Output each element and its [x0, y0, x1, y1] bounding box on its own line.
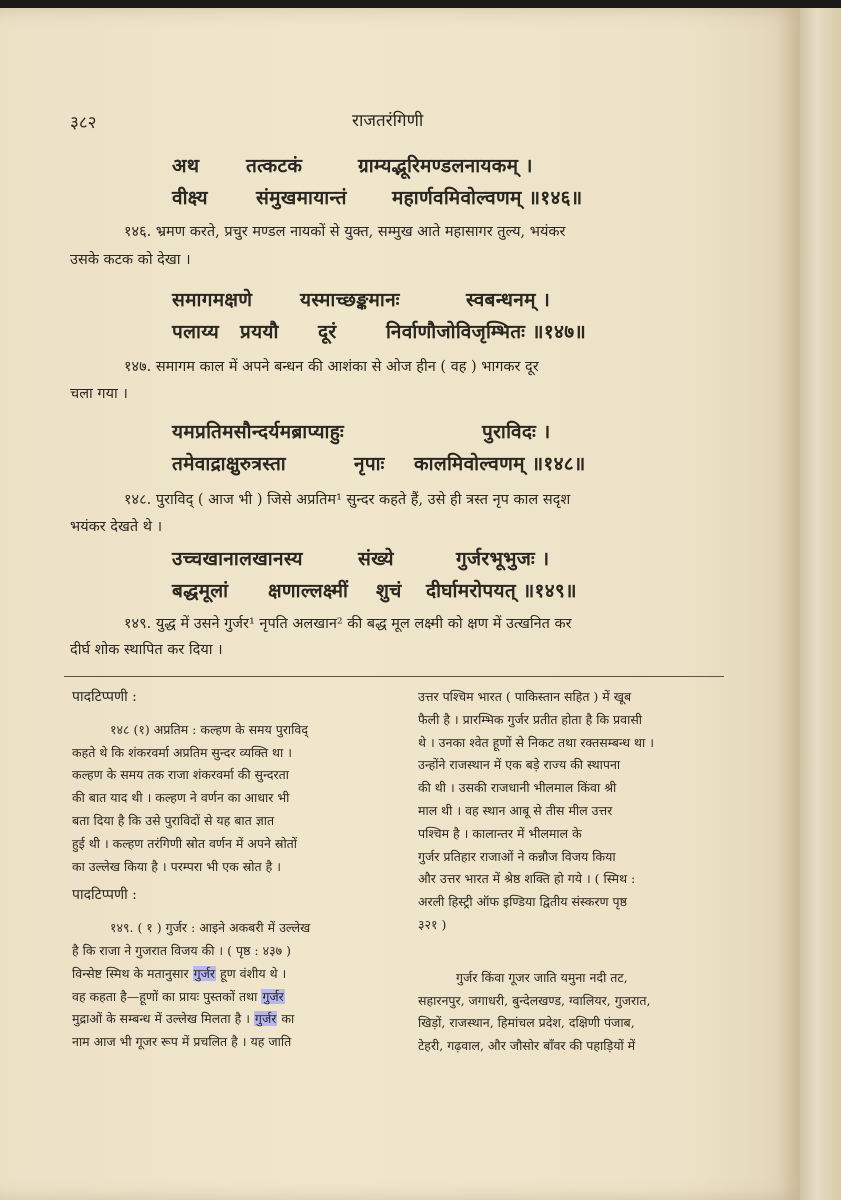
right-para2-line4: टेहरी, गढ़वाल, और जौसोर बाँवर की पहाड़ियों में — [418, 1038, 636, 1054]
footnote-148-line6: हुई थी । कल्हण तरंगिणी स्रोत वर्णन में अपने स्रोतों — [72, 835, 298, 851]
right-para2-line1: गुर्जर किंवा गूजर जाति यमुना नदी तट, — [456, 969, 628, 985]
verse-148-line2-w3: कालमिवोल्वणम् ॥१४८॥ — [414, 453, 586, 475]
right-para2-line3: खिड़ों, राजस्थान, हिमांचल प्रदेश, दक्षिणी पंजाब, — [418, 1015, 635, 1031]
right-para1-line1: उत्तर पश्चिम भारत ( पाकिस्तान सहित ) में खूब — [418, 689, 632, 704]
right-para1-line6: माल थी । वह स्थान आबू से तीस मील उत्तर — [418, 802, 613, 818]
footnote-148-line5: बता दिया है कि उसे पुराविदों से यह बात ज्ञात — [72, 812, 275, 828]
footnote-149-line5 — [72, 1008, 398, 1031]
highlight-gurjar-2: गुर्जर — [262, 988, 284, 1004]
highlight-gurjar-1: गुर्जर — [193, 965, 216, 981]
verse-146-line1-w1: अथ — [172, 155, 200, 177]
right-para1-line10: अरली हिस्ट्री ऑफ इण्डिया द्वितीय संस्करण पृष्ठ — [418, 894, 627, 910]
page-edge — [800, 8, 841, 1200]
verse-149-line2-w1: बद्धमूलां — [172, 580, 229, 602]
footnote-149-line3-b: हूण वंशीय थे । — [220, 965, 287, 981]
verse-146-line1-w2: तत्कटकं — [246, 155, 303, 177]
footnote-149-line6: नाम आज भी गूजर रूप में प्रचलित है । यह जाति — [72, 1034, 292, 1050]
verse-149-line1-w1: उच्चखानालखानस्य — [172, 548, 303, 570]
verse-147-line1-w2: यस्माच्छङ्कमानः — [300, 289, 400, 311]
verse-147-line1-w3: स्वबन्धनम् । — [466, 289, 551, 311]
translation-146-line1: १४६. भ्रमण करते, प्रचुर मण्डल नायकों से युक्त, सम्मुख आते महासागर तुल्य, भयंकर — [124, 224, 566, 240]
verse-147-line2-w2: प्रययौ — [240, 321, 279, 343]
footnote-149-line5-a: मुद्राओं के सम्बन्ध में उल्लेख मिलता है । — [72, 1011, 250, 1027]
right-para1-line7: पश्चिम है । कालान्तर में भीलमाल के — [418, 825, 582, 841]
right-para1-line3: थे । उनका श्वेत हूणों से निकट तथा रक्तसम्बन्ध था । — [418, 734, 654, 750]
footnotes-left-column — [72, 686, 398, 1054]
footnotes-right-column — [418, 686, 748, 1058]
verse-146-line2-w2: संमुखमायान्तं — [256, 187, 347, 209]
right-para2-line2: सहारनपुर, जगाधरी, बुन्देलखण्ड, ग्वालियर, गुजरात, — [418, 992, 651, 1008]
footnote-149-line2: है कि राजा ने गुजरात विजय की । ( पृष्ठ : ४३७ ) — [72, 942, 291, 958]
translation-149-line1: १४९. युद्ध में उसने गुर्जर¹ नृपति अलखान² की बद्ध मूल लक्ष्मी को क्षण में उत्खनित कर — [124, 616, 572, 632]
verse-146-line2-w3: महार्णवमिवोल्वणम् ॥१४६॥ — [392, 187, 583, 209]
translation-146-line2: उसके कटक को देखा । — [70, 252, 191, 268]
verse-149-line2-w2: क्षणाल्लक्ष्मीं — [268, 580, 349, 602]
footnote-149-line4-a: वह कहता है—हूणों का प्रायः पुस्तकों तथा — [72, 988, 258, 1004]
right-para1-line4: उन्होंने राजस्थान में एक बड़े राज्य की स्थापना — [418, 757, 621, 773]
footnote-heading-149: पादटिप्पणी : — [72, 887, 137, 904]
translation-147-line2: चला गया । — [70, 386, 128, 402]
footnote-149-line5-b: का — [281, 1011, 295, 1027]
footnote-149-line3-a: विन्सेष्ट स्मिथ के मतानुसार — [72, 965, 189, 981]
verse-148-line2-w1: तमेवाद्राक्षुरुत्रस्ता — [172, 453, 287, 475]
highlight-gurjar-3: गुर्जर — [254, 1011, 277, 1027]
footnote-divider — [64, 676, 724, 677]
verse-149-line1-w2: संख्ये — [358, 548, 394, 570]
footnote-149-line1: १४९. ( १ ) गुर्जर : आइने अकबरी में उल्लेख — [110, 920, 311, 936]
verse-149-line1-w3: गुर्जरभूभुजः । — [456, 548, 550, 570]
verse-147-line1-w1: समागमक्षणे — [172, 289, 253, 311]
verse-149-line2-w3: शुचं — [376, 580, 402, 602]
page-number: ३८२ — [70, 113, 97, 133]
verse-148-line1-w1: यमप्रतिमसौन्दर्यमब्राप्याहुः — [172, 421, 344, 443]
verse-147-line2-w3: दूरं — [318, 321, 337, 343]
verse-148-line2-w2: नृपाः — [354, 453, 385, 475]
right-para1-line5: की थी । उसकी राजधानी भीलमाल किंवा श्री — [418, 780, 617, 796]
translation-147-line1: १४७. समागम काल में अपने बन्धन की आशंका से ओज हीन ( वह ) भागकर दूर — [124, 359, 539, 375]
verse-147-line2-w1: पलाय्य — [172, 321, 220, 343]
right-para1-line11: ३२१ ) — [418, 916, 447, 932]
footnote-148-line2: कहते थे कि शंकरवर्मा अप्रतिम सुन्दर व्यक्ति था । — [72, 744, 292, 760]
footnote-heading-148: पादटिप्पणी : — [72, 689, 137, 705]
footnote-148-line3: कल्हण के समय तक राजा शंकरवर्मा की सुन्दरता — [72, 767, 289, 783]
verse-147-line2-w4: निर्वाणौजोविजृम्भितः ॥१४७॥ — [386, 321, 587, 343]
translation-149-line2: दीर्घ शोक स्थापित कर दिया । — [70, 642, 223, 658]
footnote-148-line7: का उल्लेख किया है । परम्परा भी एक स्रोत है । — [72, 858, 281, 874]
translation-148-line2: भयंकर देखते थे । — [70, 519, 163, 535]
verse-148-line1-w2: पुराविदः । — [482, 421, 551, 443]
running-title: राजतरंगिणी — [352, 111, 424, 131]
right-para1-line9: और उत्तर भारत में श्रेष्ठ शक्ति हो गये । ( स्मिथ : — [418, 871, 636, 887]
footnote-148-line1: १४८ (१) अप्रतिम : कल्हण के समय पुराविद् — [110, 721, 308, 737]
right-para1-line8: गुर्जर प्रतिहार राजाओं ने कन्नौज विजय किया — [418, 848, 616, 864]
footnote-149-line3 — [72, 963, 398, 986]
right-para1-line2: फैली है । प्रारम्भिक गुर्जर प्रतीत होता है कि प्रवासी — [418, 711, 643, 727]
footnote-149-line4 — [72, 986, 398, 1009]
translation-148-line1: १४८. पुराविद् ( आज भी ) जिसे अप्रतिम¹ सुन्दर कहते हैं, उसे ही त्रस्त नृप काल सदृश — [124, 492, 571, 508]
verse-146-line1-w3: ग्राम्यद्भूरिमण्डलनायकम् । — [358, 155, 533, 177]
verse-149-line2-w4: दीर्घामरोपयत् ॥१४९॥ — [426, 580, 577, 602]
footnote-148-line4: की बात याद थी । कल्हण ने वर्णन का आधार भी — [72, 790, 290, 806]
verse-146-line2-w1: वीक्ष्य — [172, 187, 208, 209]
